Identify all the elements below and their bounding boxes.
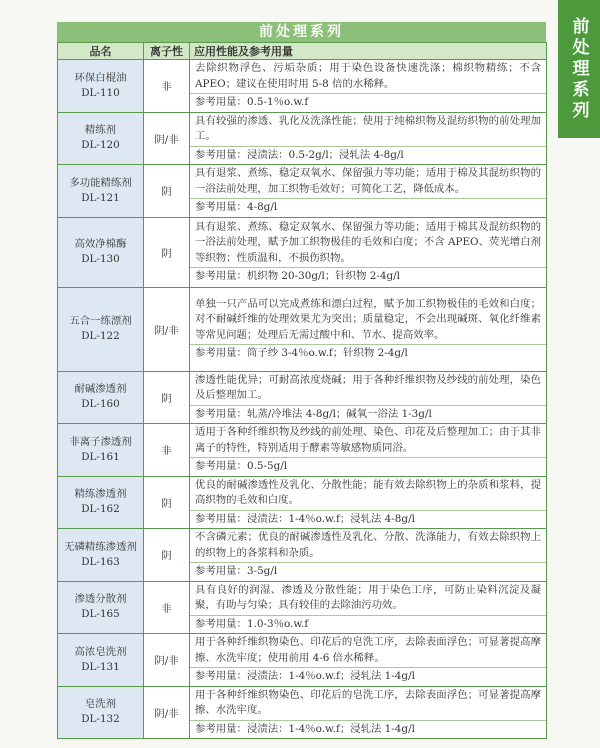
dosage-text: 参考用量：0.5-5g/l: [190, 457, 546, 475]
product-name: 无磷精练渗透剂: [64, 540, 137, 553]
table-header-row: [58, 43, 547, 60]
application-cell: [190, 634, 547, 687]
dosage-text: 参考用量：3-5g/l: [190, 562, 546, 580]
product-name: 非离子渗透剂: [69, 435, 132, 448]
table-row: [58, 686, 547, 739]
application-cell: [190, 112, 547, 165]
application-text: 具有退浆、煮练、稳定双氧水、保留强力等功能；适用于棉及其混纺织物的一浴法前处理，加工织物毛效好；可简化工艺，降低成本。: [195, 167, 541, 195]
product-name-cell: [58, 287, 144, 371]
product-table: [57, 42, 547, 739]
product-name-cell: [58, 529, 144, 582]
product-name-cell: [58, 581, 144, 634]
application-cell: [190, 371, 547, 424]
product-code: DL-121: [81, 191, 120, 204]
product-code: DL-110: [81, 86, 120, 99]
product-name-cell: [58, 634, 144, 687]
product-name: 渗透分散剂: [74, 593, 127, 606]
product-name: 五合一练漂剂: [69, 315, 132, 327]
application-cell: [190, 581, 547, 634]
sidebar-label: 前处理系列: [568, 16, 589, 122]
application-cell: [190, 60, 547, 113]
product-name-cell: [58, 424, 144, 477]
product-name: 高浓皂洗剂: [74, 645, 127, 658]
section-sidebar-tab: [558, 0, 600, 138]
dosage-text: 参考用量：4-8g/l: [190, 198, 546, 216]
product-name: 环保白棍油: [74, 71, 127, 84]
application-text: 具有退浆、煮练、稳定双氧水、保留强力等功能；适用于棉其及混纺织物的一浴法前处理，赋予加工织物极佳的毛效和白度；不含 APEO、荧光增白剂等织物；性质温和，不损伤织物。: [195, 220, 541, 264]
table-title: 前处理系列: [57, 22, 546, 42]
product-name-cell: [58, 371, 144, 424]
product-code: DL-160: [81, 398, 120, 411]
ionic-type: 阴: [144, 165, 190, 218]
ionic-type: 阴: [144, 476, 190, 529]
dosage-text: 参考用量：浸渍法：1-4％o.w.f；浸轧法 1-4g/l: [190, 667, 546, 685]
application-cell: [190, 217, 547, 287]
header-name: 品名: [58, 43, 144, 60]
dosage-text: 参考用量：浸渍法：1-4％o.w.f；浸轧法 1-4g/l: [190, 720, 546, 738]
table-row: [58, 581, 547, 634]
application-text: 渗透性能优异；可耐高浓度烧碱；用于各种纤维织物及纱线的前处理，染色及后整理加工。: [195, 373, 541, 401]
header-application: 应用性能及参考用量: [190, 43, 547, 60]
product-code: DL-132: [81, 713, 120, 726]
ionic-type: 阴/非: [144, 634, 190, 687]
product-name-cell: [58, 165, 144, 218]
product-name-cell: [58, 217, 144, 287]
table-row: [58, 112, 547, 165]
product-code: DL-162: [81, 503, 120, 516]
ionic-type: 阴/非: [144, 686, 190, 739]
table-row: [58, 476, 547, 529]
ionic-type: 阴/非: [144, 112, 190, 165]
table-row: [58, 60, 547, 113]
application-text: 用于各种纤维织物染色、印花后的皂洗工序，去除表面浮色；可显著提高摩擦、水洗牢度；使用前用 4-6 倍水稀释。: [195, 636, 541, 664]
product-code: DL-161: [81, 450, 120, 463]
application-text: 去除织物浮色、污垢杂质；用于染色设备快速洗涤；棉织物精练；不含 APEO；建议在使用时用 5-8 倍的水稀释。: [195, 62, 541, 90]
application-text: 适用于各种纤维织物及纱线的前处理、染色、印花及后整理加工；由于其非离子的特性，特别适用于酵素等敏感物质同浴。: [195, 426, 541, 454]
application-cell: [190, 686, 547, 739]
dosage-text: 参考用量：机织物 20-30g/l；针织物 2-4g/l: [190, 267, 546, 285]
dosage-text: 参考用量：浸渍法：1-4％o.w.f；浸轧法 4-8g/l: [190, 510, 546, 528]
application-text: 不含磷元素；优良的耐碱渗透性及乳化、分散、洗涤能力，有效去除织物上的织物上的各浆料和杂质。: [195, 531, 541, 559]
product-name-cell: [58, 112, 144, 165]
product-code: DL-120: [81, 139, 120, 152]
application-cell: [190, 424, 547, 477]
table-row: [58, 217, 547, 287]
product-name: 精练剂: [84, 124, 117, 137]
ionic-type: 阴: [144, 371, 190, 424]
application-text: 单独一只产品可以完成煮练和漂白过程，赋予加工织物极佳的毛效和白度；对不耐碱纤维的处理效果尤为突出；质量稳定，不会出现碱斑、氧化纤维素等常见问题；处理后无需过酸中和、节水、提高效率。: [195, 297, 541, 341]
product-code: DL-122: [81, 330, 120, 342]
dosage-text: 参考用量：1.0-3％o.w.f: [190, 615, 546, 633]
table-row: [58, 424, 547, 477]
table-row: [58, 529, 547, 582]
product-code: DL-165: [81, 608, 120, 621]
table-row: [58, 634, 547, 687]
application-cell: [190, 165, 547, 218]
table-row: [58, 165, 547, 218]
table-row: [58, 371, 547, 424]
product-code: DL-130: [81, 253, 120, 265]
ionic-type: 非: [144, 60, 190, 113]
dosage-text: 参考用量：浸渍法：0.5-2g/l；浸轧法 4-8g/l: [190, 146, 546, 164]
dosage-text: 参考用量：0.5-1％o.w.f: [190, 93, 546, 111]
product-code: DL-163: [81, 555, 120, 568]
application-text: 具有较强的渗透、乳化及洗涤性能；使用于纯棉织物及混纺织物的前处理加工。: [195, 114, 541, 142]
product-name: 多功能精练剂: [69, 176, 132, 189]
application-cell: [190, 529, 547, 582]
ionic-type: 非: [144, 424, 190, 477]
header-ion: 离子性: [144, 43, 190, 60]
product-name: 高效净棉酶: [74, 238, 127, 250]
application-cell: [190, 287, 547, 371]
dosage-text: 参考用量：筒子纱 3-4％o.w.f；针织物 2-4g/l: [190, 344, 546, 362]
product-name: 皂洗剂: [84, 698, 117, 711]
product-name: 精练渗透剂: [74, 488, 127, 501]
product-name-cell: [58, 60, 144, 113]
product-name: 耐碱渗透剂: [74, 383, 127, 396]
ionic-type: 非: [144, 581, 190, 634]
product-name-cell: [58, 686, 144, 739]
product-name-cell: [58, 476, 144, 529]
application-text: 具有良好的润湿、渗透及分散性能；用于染色工序，可防止染料沉淀及凝聚，有助与匀染；具有较佳的去除油污功效。: [195, 583, 541, 611]
product-code: DL-131: [81, 660, 120, 673]
ionic-type: 阴/非: [144, 287, 190, 371]
ionic-type: 阴: [144, 217, 190, 287]
application-text: 用于各种纤维织物染色、印花后的皂洗工序，去除表面浮色；可显著提高摩擦、水洗牢度。: [195, 688, 541, 716]
table-row: [58, 287, 547, 371]
application-cell: [190, 476, 547, 529]
application-text: 优良的耐碱渗透性及乳化、分散性能；能有效去除织物上的杂质和浆料，提高织物的毛效和白度。: [195, 478, 541, 506]
dosage-text: 参考用量：轧蒸/冷堆法 4-8g/l；碱氧一浴法 1-3g/l: [190, 405, 546, 423]
ionic-type: 阴: [144, 529, 190, 582]
